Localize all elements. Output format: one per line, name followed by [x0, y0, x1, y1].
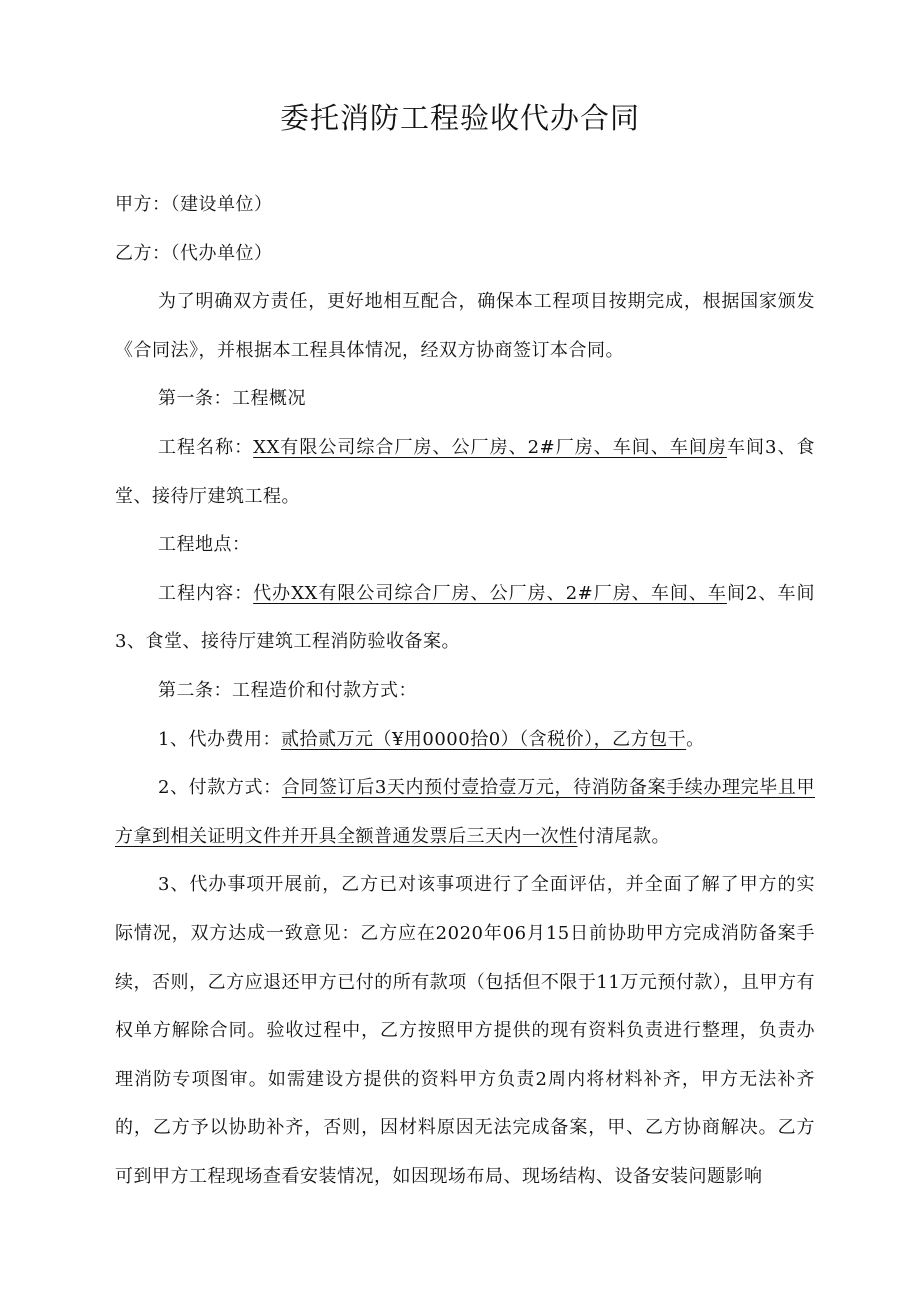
fee-paragraph — [115, 716, 815, 765]
project-content-underlined: 代办XX有限公司综合厂房、公厂房、2#厂房、车间、车 — [253, 582, 727, 604]
payment-paragraph — [115, 764, 815, 861]
project-name-rest: 车间3、食堂、接待厅建筑工程。 — [115, 436, 815, 507]
project-content-paragraph — [115, 570, 815, 667]
payment-label: 2、付款方式： — [158, 777, 282, 799]
article-2-heading: 第二条：工程造价和付款方式： — [158, 679, 417, 701]
document-body — [115, 181, 815, 1201]
project-location-line: 工程地点： — [158, 534, 251, 556]
payment-rest: 付清尾款。 — [577, 825, 670, 847]
party-b-line: 乙方：（代办单位） — [115, 242, 273, 264]
fee-label: 1、代办费用： — [158, 728, 281, 750]
party-a-line: 甲方：（建设单位） — [115, 194, 273, 215]
article-1-heading: 第一条：工程概况 — [158, 388, 306, 410]
project-name-paragraph — [115, 424, 815, 521]
fee-underlined: 贰拾贰万元（¥用0000拾0）（含税价），乙方包干 — [280, 728, 687, 750]
project-content-label: 工程内容： — [158, 582, 254, 604]
fee-end: 。 — [686, 728, 705, 750]
document-title: 委托消防工程验收代办合同 — [279, 101, 640, 135]
project-name-label: 工程名称： — [158, 436, 254, 458]
item-3-paragraph: 3、代办事项开展前，乙方已对该事项进行了全面评估，并全面了解了甲方的实际情况，双方达成一致意见：乙方应在2020年06月15日前协助甲方完成消防备案手续，否则，乙方应退还甲方已付的所有款项（包括但不限于11万元预付款），且甲方有权单方解除合同。验收过程中，乙方按照甲方提供的现有资料负责进行整理，负责办理消防专项图审。如需建设方提供的资料甲方负责2周内将材料补齐，甲方无法补齐的，乙方予以协助补齐，否则，因材料原因无法完成备案，甲、乙方协商解决。乙方可到甲方工程现场查看安装情况，如因现场布局、现场结构、设备安装问题影响 — [115, 874, 815, 1187]
intro-paragraph: 为了明确双方责任，更好地相互配合，确保本工程项目按期完成，根据国家颁发《合同法》，并根据本工程具体情况，经双方协商签订本合同。 — [115, 291, 815, 361]
payment-underlined: 合同签订后3天内预付壹拾壹万元，待消防备案手续办理完毕且甲方拿到相关证明文件并开具全额普通发票后三天内一次性 — [115, 777, 816, 847]
project-name-underlined: XX有限公司综合厂房、公厂房、2#厂房、车间、车间房 — [253, 436, 727, 458]
project-content-rest: 间2、车间3、食堂、接待厅建筑工程消防验收备案。 — [115, 582, 815, 653]
